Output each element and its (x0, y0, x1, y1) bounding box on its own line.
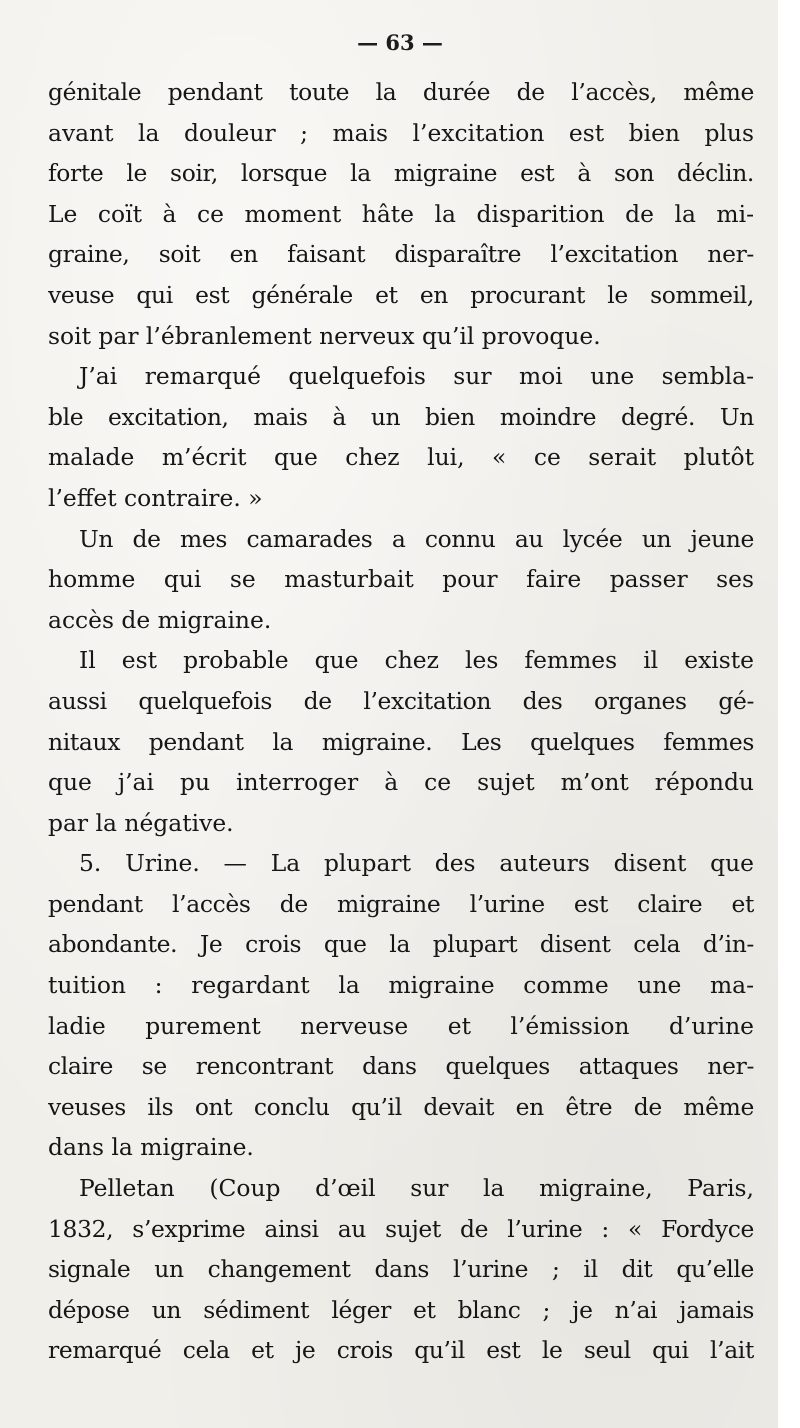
text-line: Pelletan (Coup d’œil sur la migraine, Paris, (79, 1174, 754, 1203)
text-line: ble excitation, mais à un bien moindre degré. Un (48, 402, 754, 431)
text-line: veuses ils ont conclu qu’il devait en être de même (48, 1092, 754, 1121)
text-line: nitaux pendant la migraine. Les quelques femmes (48, 727, 754, 756)
text-line: aussi quelquefois de l’excitation des organes gé- (48, 686, 754, 715)
text-line: accès de migraine. (48, 605, 272, 634)
text-line: pendant l’accès de migraine l’urine est claire et (48, 889, 754, 918)
text-line: dans la migraine. (48, 1133, 254, 1162)
page-number: — 63 — (357, 30, 443, 55)
text-line: génitale pendant toute la durée de l’accès, même (48, 78, 754, 106)
text-line: avant la douleur ; mais l’excitation est bien plus (48, 118, 754, 147)
text-line: veuse qui est générale et en procurant le sommeil, (48, 280, 754, 309)
text-line: graine, soit en faisant disparaître l’excitation ner- (48, 240, 754, 269)
text-line: ladie purement nerveuse et l’émission d’urine (48, 1011, 754, 1040)
text-line: par la négative. (48, 808, 234, 837)
text-line: dépose un sédiment léger et blanc ; je n’ai jamais (48, 1295, 754, 1324)
text-line: abondante. Je crois que la plupart disent cela d’in- (48, 930, 754, 959)
text-line: soit par l’ébranlement nerveux qu’il provoque. (48, 321, 601, 350)
text-line: Le coït à ce moment hâte la disparition de la mi- (48, 199, 754, 228)
text-line: malade m’écrit que chez lui, « ce serait plutôt (48, 443, 754, 472)
text-line: tuition : regardant la migraine comme une ma- (48, 971, 754, 1000)
text-line: Il est probable que chez les femmes il existe (79, 646, 754, 675)
text-line: Un de mes camarades a connu au lycée un jeune (79, 524, 754, 553)
text-line: l’effet contraire. » (48, 483, 263, 512)
text-line: remarqué cela et je crois qu’il est le seul qui l’ait (48, 1336, 754, 1365)
text-line: claire se rencontrant dans quelques attaques ner- (48, 1052, 754, 1081)
text-line: 5. Urine. — La plupart des auteurs disent que (79, 849, 754, 878)
text-line: que j’ai pu interroger à ce sujet m’ont répondu (48, 768, 754, 797)
text-line: forte le soir, lorsque la migraine est à son déclin. (48, 159, 754, 188)
text-line: signale un changement dans l’urine ; il dit qu’elle (48, 1255, 754, 1284)
body-text (48, 72, 754, 1371)
text-line: J’ai remarqué quelquefois sur moi une sembla- (79, 362, 754, 391)
text-line: homme qui se masturbait pour faire passer ses (48, 565, 754, 594)
text-line: 1832, s’exprime ainsi au sujet de l’urine : « Fordyce (48, 1214, 754, 1243)
